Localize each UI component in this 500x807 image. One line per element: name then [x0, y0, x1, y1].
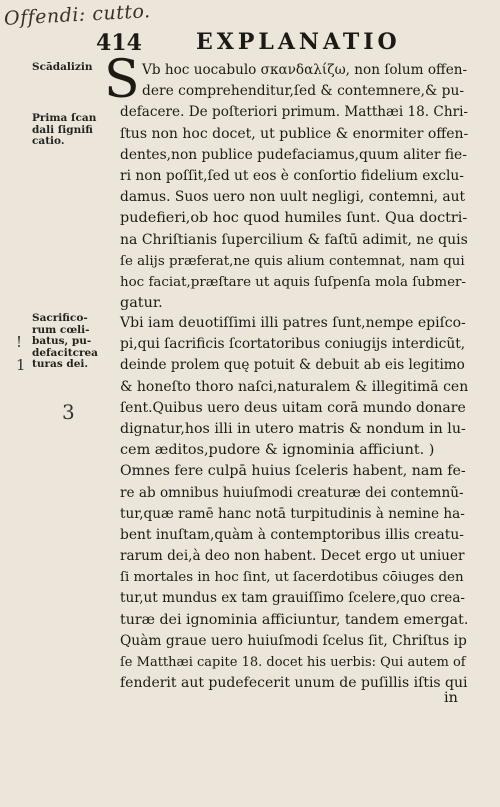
paragraph-2 [120, 313, 468, 694]
text-line: damus. Suos uero non uult negligi, contemni, aut [120, 189, 466, 206]
text-line: pi,qui ſacrificis ſcortatoribus coniugijs interdicũt, [120, 336, 466, 353]
text-line: bent inuſtam,quàm à contemptoribus illis creatu- [120, 526, 464, 543]
text-line: hoc faciat,præſtare ut aquis ſuſpenſa mola ſubmer- [120, 274, 466, 290]
margin-note-prima-significatio: Prima ſcan dali ſignifi catio. [32, 112, 97, 147]
margin-note-scandalizein: Scādalizin [32, 61, 93, 73]
text-line: ſe alijs præferat,ne quis alium contemnat, nam qui [120, 253, 465, 269]
text-line: ri non poſſit,ſed ut eos è conſortio fidelium exclu- [120, 167, 464, 184]
text-line: & honeſto thoro naſci,naturalem & illegitimā cen [120, 378, 469, 395]
text-line: re ab omnibus huiuſmodi creaturæ dei contemnũ- [120, 484, 464, 501]
text-line: Quàm graue uero huiuſmodi ſcelus ſit, Chriſtus ip [120, 632, 467, 649]
text-line: tur,quæ ramē hanc notā turpitudinis à nemine ha- [120, 505, 465, 522]
text-line: tur,ut mundus ex tam grauiſſimo ſcelere,quo crea- [120, 590, 466, 607]
text-line: ſtus non hoc docet, ut publice & enormiter offen- [120, 125, 469, 142]
text-line: fenderit aut pudefecerit unum de puſillis iſtis qui [120, 675, 468, 692]
margin-mark: ! [16, 333, 23, 351]
text-line: gatur. [120, 295, 163, 312]
text-line: ſi mortales in hoc ſint, ut ſacerdotibus cōiuges den [120, 570, 464, 586]
margin-mark: 3 [62, 400, 75, 424]
text-line: ſe Matthæi capite 18. docet his uerbis: Qui autem of [120, 655, 466, 670]
text-line: turæ dei ignominia afficiuntur, tandem emergat. [120, 611, 469, 628]
handwritten-annotation: Offendi: cutto. [3, 0, 152, 30]
text-line: pudefieri,ob hoc quod humiles ſunt. Qua doctri- [120, 210, 468, 227]
margin-mark: 1 [16, 356, 26, 374]
catchword: in [444, 690, 458, 706]
drop-cap: S [104, 50, 140, 110]
page-number: 414 [96, 30, 142, 56]
text-line: defacere. De poſteriori primum. Matthæi 18. Chri- [120, 104, 469, 121]
text-line: deinde prolem quę potuit & debuit ab eis legitimo [120, 357, 465, 374]
text-line: ſent.Quibus uero deus uitam corā mundo donare [120, 399, 466, 416]
text-line: dentes,non publice pudefaciamus,quum aliter fie- [120, 146, 467, 163]
text-line: dere comprehenditur,ſed & contemnere,& pu- [142, 83, 465, 100]
text-line: Vb hoc uocabulo σκανδαλίζω, non ſolum offen- [142, 62, 468, 78]
text-line: Omnes fere culpā huius ſceleris habent, nam fe- [120, 463, 466, 480]
text-line: Vbi iam deuotiſſimi illi patres ſunt,nempe epiſco- [120, 315, 466, 331]
text-line: cem æditos,pudore & ignominia afficiunt. ) [120, 442, 435, 459]
text-line: dignatur,hos illi in utero matris & nondum in lu- [120, 420, 466, 437]
text-line: na Chriſtianis ſupercilium & faſtū adimit, ne quis [120, 231, 468, 248]
paragraph-1 [120, 60, 468, 314]
running-head: EXPLANATIO [196, 29, 401, 55]
text-line: rarum dei,à deo non habent. Decet ergo ut uniuer [120, 548, 465, 565]
margin-note-sacrificorum: Sacrifico- rum cœli- batus, pu- defacitcrea turas dei. [32, 312, 98, 370]
